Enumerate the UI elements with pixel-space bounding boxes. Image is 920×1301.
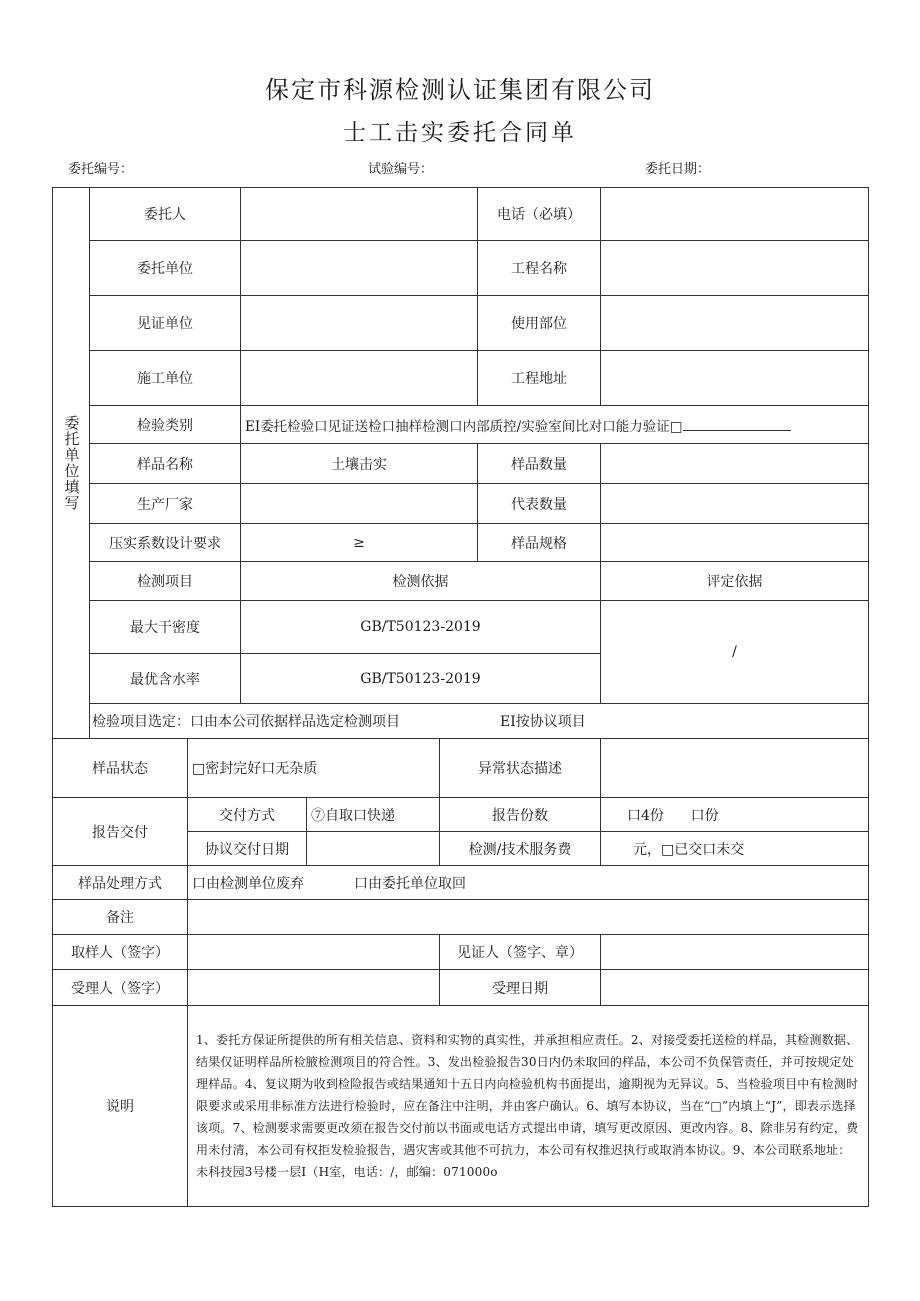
test-item-header: 检测项目 <box>90 562 241 601</box>
manufacturer-field[interactable] <box>241 484 478 524</box>
witness-unit-field[interactable] <box>241 296 478 351</box>
sample-state-value[interactable]: □密封完好口无杂质 <box>188 739 440 798</box>
manufacturer-label: 生产厂家 <box>90 484 241 524</box>
sample-state-label: 样品状态 <box>53 739 188 798</box>
sample-report-table <box>52 738 869 1207</box>
form-title: 士工击实委托合同单 <box>343 120 577 146</box>
sample-quantity-label: 样品数量 <box>478 444 601 484</box>
project-address-field[interactable] <box>601 351 869 406</box>
remark-label: 备注 <box>53 900 188 935</box>
project-name-label: 工程名称 <box>478 241 601 296</box>
test-item-name: 最大干密度 <box>90 601 241 654</box>
witness-signature-label: 见证人（签字、章） <box>440 935 601 970</box>
test-basis-header: 检测依据 <box>241 562 601 601</box>
explanation-label: 说明 <box>53 1006 188 1207</box>
construction-unit-label: 施工单位 <box>90 351 241 406</box>
receiver-signature-label: 受理人（签字） <box>53 970 188 1006</box>
item-selection-company-option[interactable]: 检验项目选定：口由本公司依据样品选定检测项目 <box>92 714 400 730</box>
test-item-name: 最优含水率 <box>90 654 241 704</box>
sample-spec-field[interactable] <box>601 524 869 562</box>
explanation-text: 1、委托方保证所提供的所有相关信息、资料和实物的真实性，并承担相应责任。2、对接受委托送检的样品，其检测数据、结果仅证明样品所检腋检测项目的符合性。3、发出检验报告30日内仍未取回的样品，本公司不负保管责任，并可按规定处理样品。4、复议期为收到检险报告或结果通知十五日内向检验机构书面提出，逾期视为无异议。5、当检验项目中有检测时限要求或采用非标准方法进行检验时，应在备注中注明，并由客户确认。6、填写本协议，当在“□”内填上“J”，即表示选择该项。7、检测要求需要更改须在报告交付前以书面或电话方式提出申请，填写更改原因、更改内容。8、除非另有约定，费用未付清，本公司有权拒发检验报告，遇灾害或其他不可抗力，本公司有权推迟执行或取消本协议。9、本公司联系地址：未科技园3号楼一层I（H室，电话：/，邮编：071000o <box>188 1006 869 1207</box>
compaction-requirement-label: 压实系数设计要求 <box>90 524 241 562</box>
client-info-table <box>52 187 869 739</box>
client-unit-label: 委托单位 <box>90 241 241 296</box>
service-fee-label: 检测/技术服务费 <box>440 832 601 866</box>
sample-name-value[interactable]: 土壤击实 <box>241 444 478 484</box>
test-item-basis: GB/T50123-2019 <box>241 654 601 704</box>
client-unit-field[interactable] <box>241 241 478 296</box>
client-section-side-label: 委托单位填写 <box>53 188 90 739</box>
remark-field[interactable] <box>188 900 869 935</box>
contract-date-label: 委托日期： <box>645 162 711 177</box>
test-type-options[interactable] <box>241 406 869 444</box>
eval-basis-value[interactable]: / <box>601 601 869 704</box>
phone-label: 电话（必填） <box>478 188 601 241</box>
sampler-signature-field[interactable] <box>188 935 440 970</box>
disposal-option-lab[interactable]: 口由检测单位废弃 <box>192 875 304 892</box>
eval-basis-header: 评定依据 <box>601 562 869 601</box>
disposal-option-client[interactable]: 口由委托单位取回 <box>354 875 466 892</box>
sample-disposal-label: 样品处理方式 <box>53 866 188 900</box>
test-type-options-text: EI委托检验口见证送检口抽样检测口内部质控/实验室间比对口能力验证□ <box>245 418 683 435</box>
project-name-field[interactable] <box>601 241 869 296</box>
agreed-delivery-date-label: 协议交付日期 <box>188 832 307 866</box>
sample-spec-label: 样品规格 <box>478 524 601 562</box>
report-delivery-label: 报告交付 <box>53 798 188 866</box>
abnormal-description-field[interactable] <box>601 739 869 798</box>
item-selection-agreement-option[interactable]: EI按协议项目 <box>500 714 586 730</box>
sample-name-label: 样品名称 <box>90 444 241 484</box>
report-copies-value[interactable]: 口4份 口份 <box>601 798 869 832</box>
sampler-signature-label: 取样人（签字） <box>53 935 188 970</box>
test-type-other-blank[interactable] <box>683 418 791 431</box>
receive-date-label: 受理日期 <box>440 970 601 1006</box>
receiver-signature-field[interactable] <box>188 970 440 1006</box>
test-item-basis: GB/T50123-2019 <box>241 601 601 654</box>
test-item-selection[interactable] <box>90 704 869 739</box>
sample-quantity-field[interactable] <box>601 444 869 484</box>
compaction-requirement-value[interactable]: ≥ <box>241 524 478 562</box>
client-label: 委托人 <box>90 188 241 241</box>
representative-quantity-label: 代表数量 <box>478 484 601 524</box>
delivery-method-label: 交付方式 <box>188 798 307 832</box>
receive-date-field[interactable] <box>601 970 869 1006</box>
report-copies-label: 报告份数 <box>440 798 601 832</box>
agreed-delivery-date-field[interactable] <box>307 832 440 866</box>
sample-disposal-options[interactable] <box>188 866 869 900</box>
phone-field[interactable] <box>601 188 869 241</box>
witness-signature-field[interactable] <box>601 935 869 970</box>
company-title: 保定市科源检测认证集团有限公司 <box>265 76 655 104</box>
representative-quantity-field[interactable] <box>601 484 869 524</box>
contract-number-label: 委托编号： <box>68 162 134 177</box>
construction-unit-field[interactable] <box>241 351 478 406</box>
test-type-label: 检验类别 <box>90 406 241 444</box>
usage-part-label: 使用部位 <box>478 296 601 351</box>
test-number-label: 试验编号： <box>368 162 434 177</box>
witness-unit-label: 见证单位 <box>90 296 241 351</box>
project-address-label: 工程地址 <box>478 351 601 406</box>
service-fee-value[interactable]: 元，□已交口未交 <box>601 832 869 866</box>
delivery-method-value[interactable]: ⑦自取口快递 <box>307 798 440 832</box>
usage-part-field[interactable] <box>601 296 869 351</box>
abnormal-description-label: 异常状态描述 <box>440 739 601 798</box>
client-field[interactable] <box>241 188 478 241</box>
